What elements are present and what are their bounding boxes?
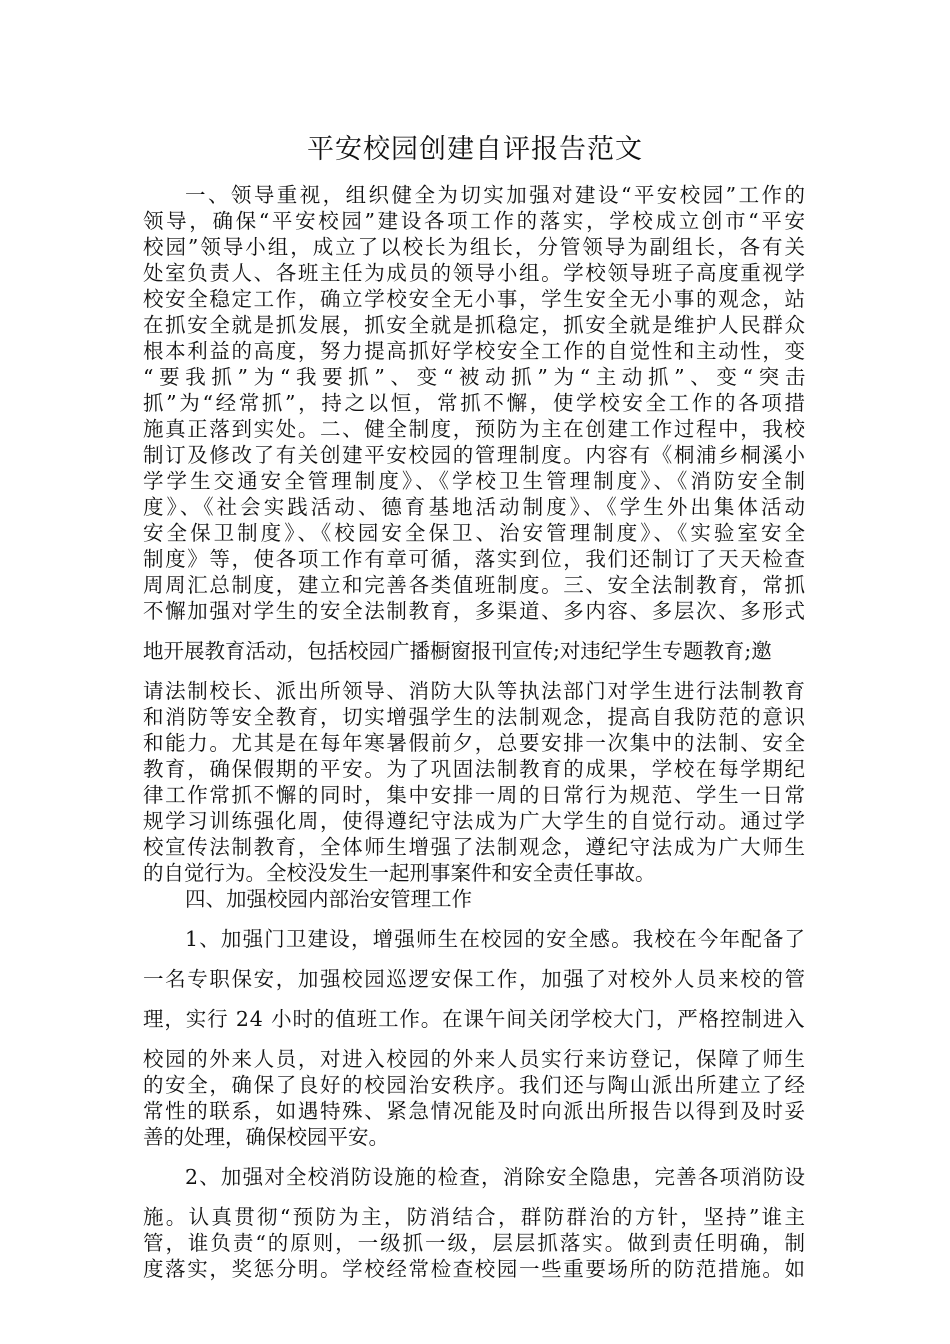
- paragraph-line: 教育，确保假期的平安。为了巩固法制教育的成果，学校在每学期纪: [143, 757, 807, 781]
- paragraph-line: 一名专职保安，加强校园巡逻安保工作，加强了对校外人员来校的管: [143, 967, 807, 991]
- paragraph-line: 学学生交通安全管理制度》、《学校卫生管理制度》、《消防安全制: [143, 469, 809, 493]
- paragraph-line: 周周汇总制度，建立和完善各类值班制度。三、安全法制教育，常抓: [143, 573, 807, 597]
- paragraph-line: 根本利益的高度，努力提高抓好学校安全工作的自觉性和主动性，变: [143, 339, 807, 363]
- paragraph-line: 管，谁负责“的原则，一级抓一级，层层抓落实。做到责任明确，制: [143, 1231, 807, 1255]
- paragraph-line: 常性的联系，如遇特殊、紧急情况能及时向派出所报告以得到及时妥: [143, 1099, 807, 1123]
- paragraph-line: 规学习训练强化周，使得遵纪守法成为广大学生的自觉行动。通过学: [143, 809, 807, 833]
- paragraph-line: 善的处理，确保校园平安。: [143, 1125, 389, 1149]
- paragraph-line: 安全保卫制度》、《校园安全保卫、治安管理制度》、《实验室安全: [143, 521, 809, 545]
- paragraph-line: 的自觉行为。全校没发生一起刑事案件和安全责任事故。: [143, 861, 656, 885]
- paragraph-line: 一、领导重视，组织健全为切实加强对建设“平安校园”工作的: [185, 183, 808, 207]
- paragraph-line: 1、加强门卫建设，增强师生在校园的安全感。我校在今年配备了: [185, 927, 807, 951]
- paragraph-line: 请法制校长、派出所领导、消防大队等执法部门对学生进行法制教育: [143, 679, 807, 703]
- paragraph-line: 制订及修改了有关创建平安校园的管理制度。内容有《桐浦乡桐溪小: [143, 443, 807, 467]
- paragraph-line: 校园的外来人员，对进入校园的外来人员实行来访登记，保障了师生: [143, 1047, 807, 1071]
- paragraph-line: 施真正落到实处。二、健全制度，预防为主在创建工作过程中，我校: [143, 417, 807, 441]
- paragraph-line: 和消防等安全教育，切实增强学生的法制观念，提高自我防范的意识: [143, 705, 807, 729]
- paragraph-line: 和能力。尤其是在每年寒暑假前夕，总要安排一次集中的法制、安全: [143, 731, 807, 755]
- paragraph-line: 2、加强对全校消防设施的检查，消除安全隐患，完善各项消防设: [185, 1165, 807, 1189]
- paragraph-line: 律工作常抓不懈的同时，集中安排一周的日常行为规范、学生一日常: [143, 783, 807, 807]
- paragraph-line: 的安全，确保了良好的校园治安秩序。我们还与陶山派出所建立了经: [143, 1073, 807, 1097]
- paragraph-line: 度落实，奖惩分明。学校经常检查校园一些重要场所的防范措施。如: [143, 1257, 807, 1281]
- document-title: 平安校园创建自评报告范文: [307, 134, 643, 165]
- paragraph-line: 校安全稳定工作，确立学校安全无小事，学生安全无小事的观念，站: [143, 287, 807, 311]
- paragraph-line: 校宣传法制教育，全体师生增强了法制观念，遵纪守法成为广大师生: [143, 835, 807, 859]
- paragraph-line: 抓”为“经常抓”，持之以恒，常抓不懈，使学校安全工作的各项措: [143, 391, 808, 415]
- paragraph-line: 领导，确保“平安校园”建设各项工作的落实，学校成立创市“平安: [143, 209, 808, 233]
- paragraph-line: 四、加强校园内部治安管理工作: [185, 887, 472, 911]
- paragraph-line: 理，实行 24 小时的值班工作。在课午间关闭学校大门，严格控制进入: [143, 1007, 806, 1031]
- paragraph-line: 校园”领导小组，成立了以校长为组长，分管领导为副组长，各有关: [143, 235, 807, 259]
- paragraph-line: 制度》等，使各项工作有章可循，落实到位，我们还制订了天天检查: [143, 547, 807, 571]
- paragraph-line: 在抓安全就是抓发展，抓安全就是抓稳定，抓安全就是维护人民群众: [143, 313, 807, 337]
- paragraph-line: 处室负责人、各班主任为成员的领导小组。学校领导班子高度重视学: [143, 261, 807, 285]
- paragraph-line: 施。认真贯彻“预防为主，防消结合，群防群治的方针，坚持”谁主: [143, 1205, 808, 1229]
- paragraph-line: “要我抓”为“我要抓”、变“被动抓”为“主动抓”、变“突击: [143, 365, 811, 389]
- paragraph-line: 度》、《社会实践活动、德育基地活动制度》、《学生外出集体活动: [143, 495, 809, 519]
- paragraph-line: 不懈加强对学生的安全法制教育，多渠道、多内容、多层次、多形式: [143, 599, 807, 623]
- paragraph-line: 地开展教育活动，包括校园广播橱窗报刊宣传;对违纪学生专题教育;邀: [143, 639, 772, 663]
